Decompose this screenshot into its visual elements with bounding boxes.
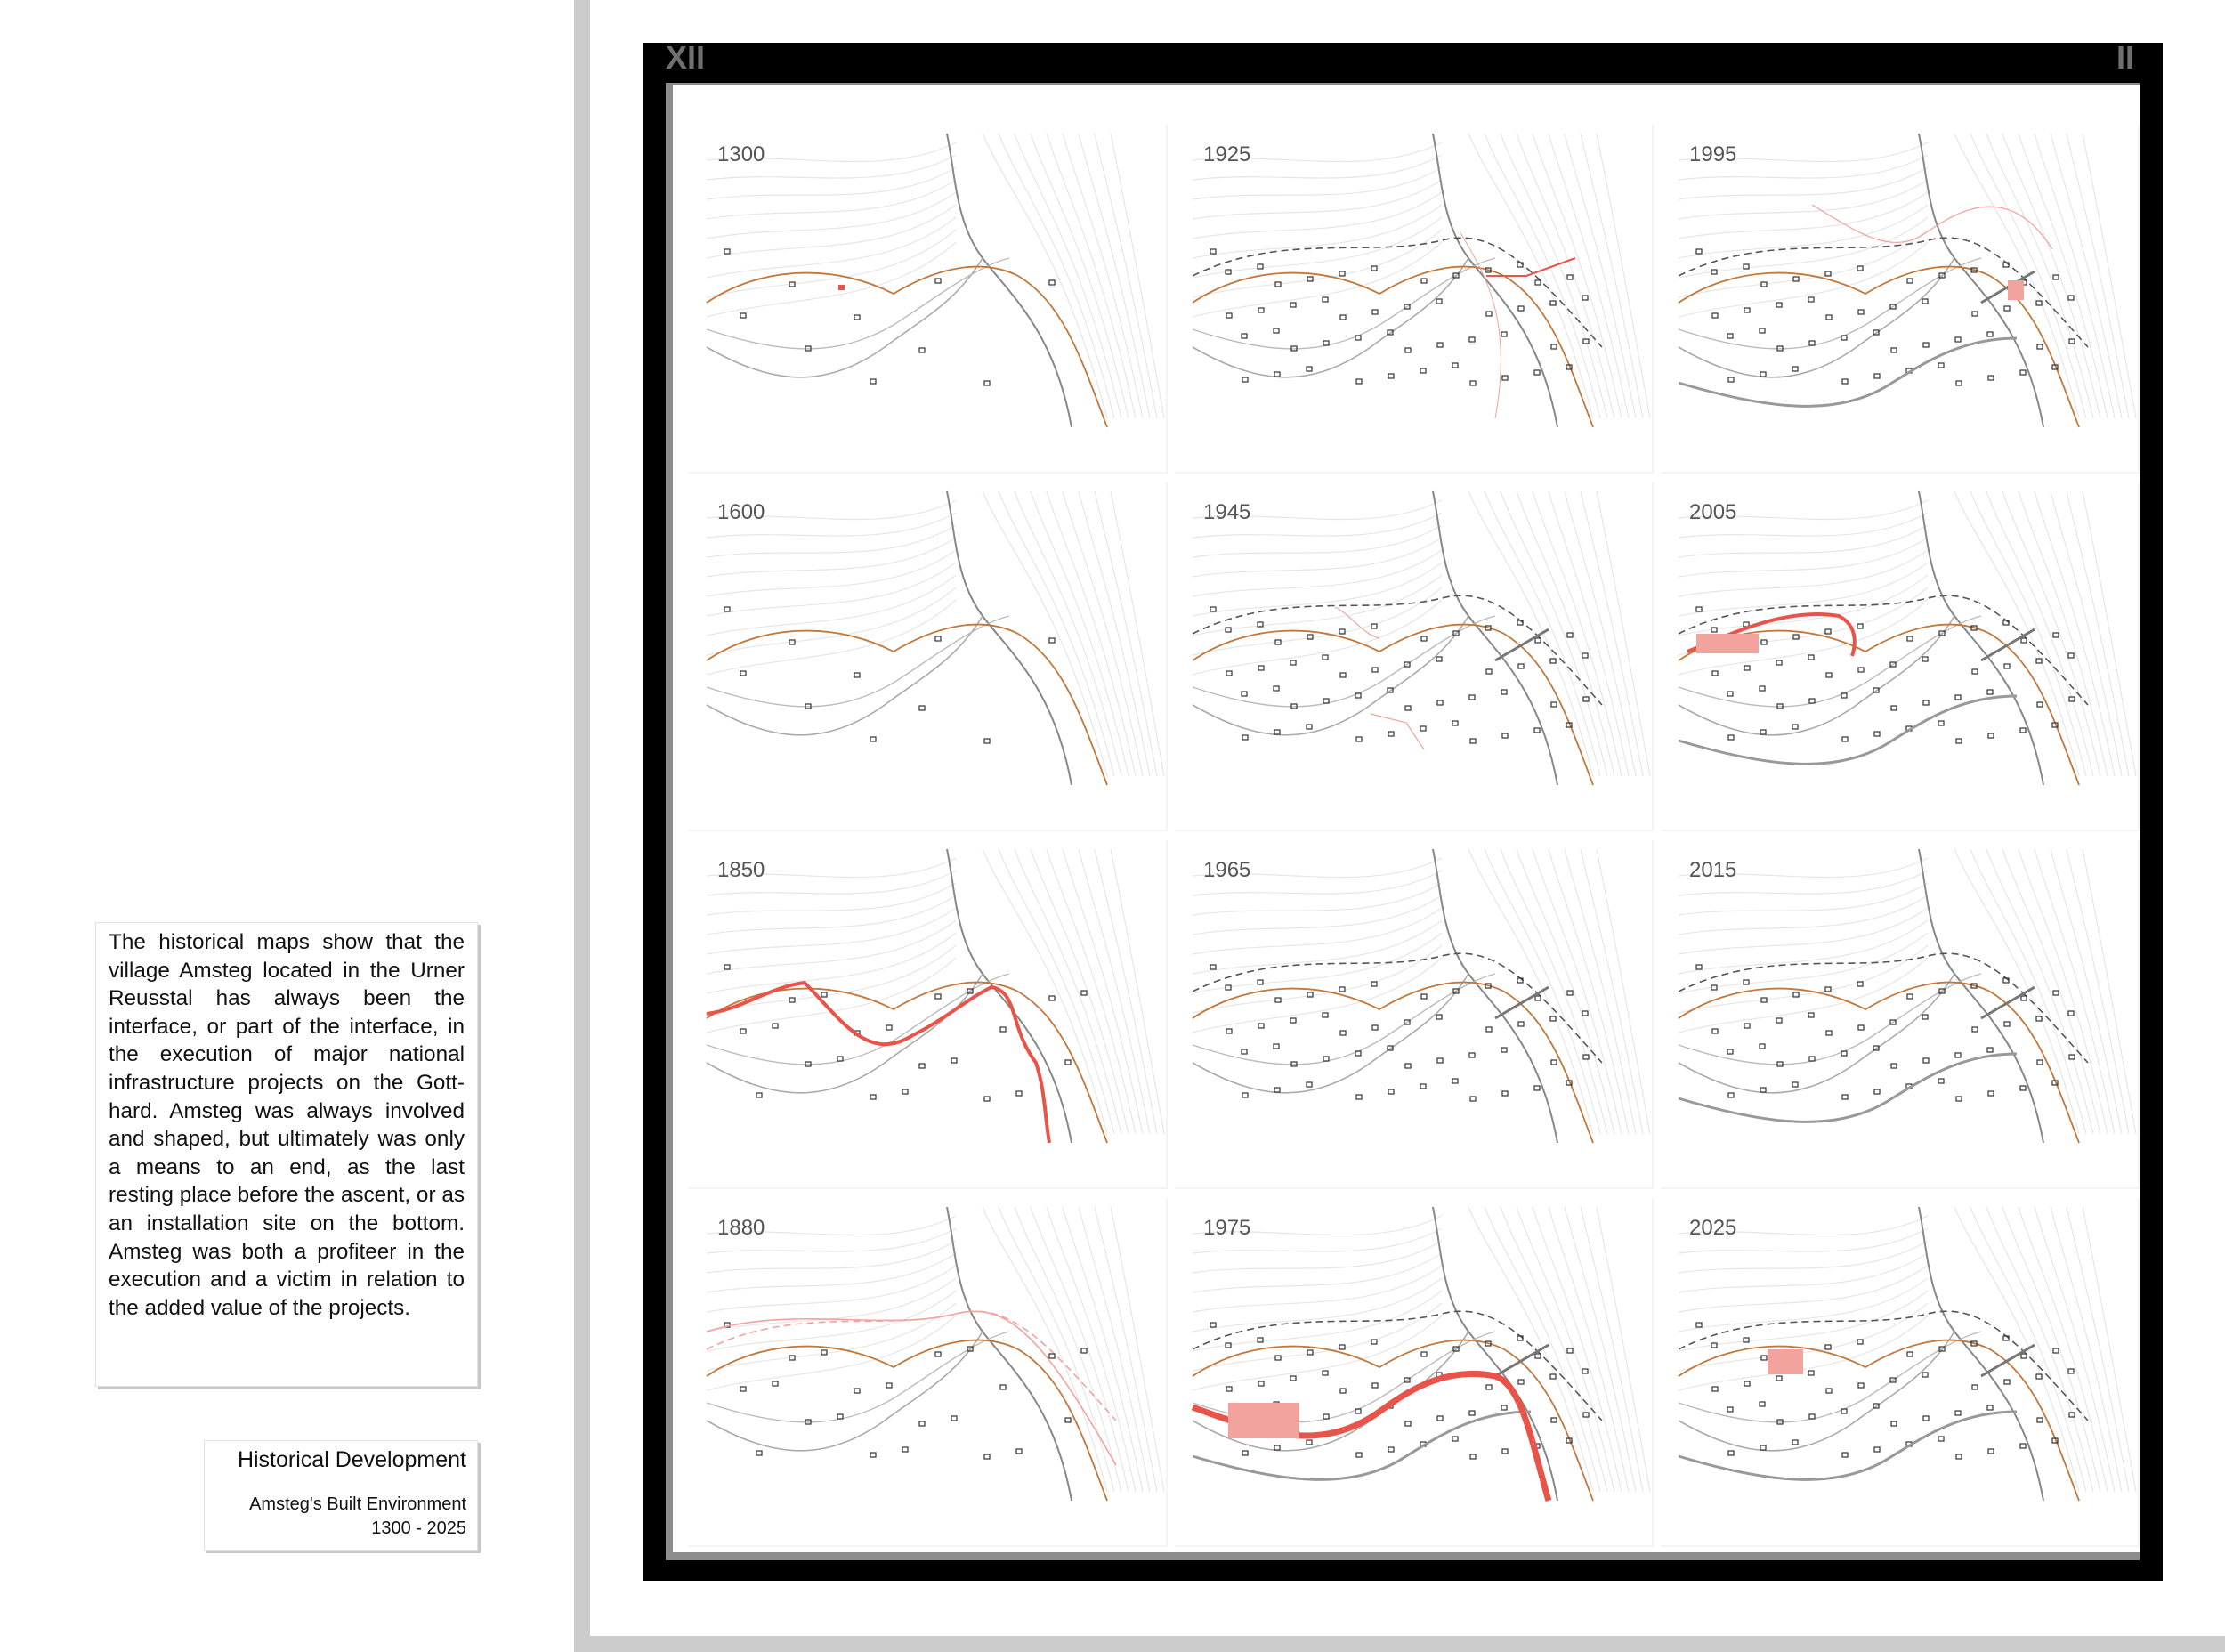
highlight-site bbox=[2008, 280, 2024, 300]
buildings bbox=[1696, 1323, 2075, 1459]
map-year-label: 1945 bbox=[1203, 500, 1251, 524]
map-2015 bbox=[1661, 840, 2140, 1189]
buildings bbox=[1210, 607, 1589, 743]
buildings bbox=[1210, 249, 1589, 385]
highway bbox=[1679, 338, 2017, 406]
map-1975 bbox=[1175, 1198, 1654, 1547]
map-drawing bbox=[1175, 1198, 1652, 1545]
map-drawing bbox=[1661, 125, 2138, 472]
highlight-site bbox=[1768, 1349, 1803, 1374]
map-2005 bbox=[1661, 482, 2140, 831]
railway-line bbox=[1193, 595, 1602, 705]
subtitle bbox=[249, 1493, 466, 1541]
map-year-label: 1300 bbox=[717, 142, 765, 166]
map-2025 bbox=[1661, 1198, 2140, 1547]
corner-mark-right: II bbox=[2116, 39, 2135, 76]
valley-road-2 bbox=[707, 1332, 1009, 1422]
highway bbox=[1679, 696, 2017, 764]
description-card bbox=[95, 922, 478, 1387]
historic-route bbox=[1679, 1340, 2079, 1501]
map-1995 bbox=[1661, 125, 2140, 474]
map-year-label: 2005 bbox=[1689, 500, 1737, 524]
map-drawing bbox=[689, 125, 1166, 472]
description-text: The historical maps show that the village Amsteg located in the Urner Reusstal has always been the interface, or part of the interface, in the execution of major national infrastructure projects on the Gotthard. Amsteg was always involved and shaped, but ultimately was only a means to an end, as the last resting place before the ascent, or as an installation site on the bottom. Amsteg was both a profiteer in the execution and a victim in relation to the added value of the projects. bbox=[109, 930, 465, 1320]
subtitle-line-2: 1300 - 2025 bbox=[371, 1518, 466, 1538]
map-drawing bbox=[1175, 840, 1652, 1187]
map-1600 bbox=[689, 482, 1168, 831]
highlight-gotthard-road bbox=[707, 983, 1049, 1143]
map-year-label: 1925 bbox=[1203, 142, 1251, 166]
railway-line bbox=[707, 1311, 1116, 1421]
map-year-label: 1600 bbox=[717, 500, 765, 524]
valley-road-2 bbox=[707, 974, 1009, 1065]
historic-route bbox=[1193, 625, 1593, 785]
historic-route bbox=[1679, 983, 2079, 1143]
buildings bbox=[724, 607, 1055, 743]
map-year-label: 2015 bbox=[1689, 858, 1737, 882]
highlight-lines bbox=[1371, 714, 1424, 749]
map-year-label: 1995 bbox=[1689, 142, 1737, 166]
railway-line bbox=[1679, 238, 2088, 347]
railway-line bbox=[1679, 953, 2088, 1063]
map-year-label: 2025 bbox=[1689, 1216, 1737, 1240]
buildings bbox=[1696, 249, 2075, 385]
highway bbox=[1679, 1412, 2017, 1479]
railway-line bbox=[1679, 1311, 2088, 1421]
title-text: Historical Development bbox=[237, 1447, 466, 1472]
historic-route bbox=[1193, 983, 1593, 1143]
map-1965 bbox=[1175, 840, 1654, 1189]
map-1925 bbox=[1175, 125, 1654, 474]
map-drawing bbox=[1661, 482, 2138, 830]
map-drawing bbox=[1661, 840, 2138, 1187]
map-drawing bbox=[1175, 125, 1652, 472]
valley-road-2 bbox=[707, 258, 1009, 349]
historic-route bbox=[707, 625, 1107, 785]
highlight-building bbox=[838, 285, 845, 290]
map-drawing bbox=[689, 840, 1166, 1187]
valley-road-2 bbox=[707, 616, 1009, 707]
map-drawing bbox=[1661, 1198, 2138, 1545]
historic-route bbox=[1193, 267, 1593, 427]
map-1300 bbox=[689, 125, 1168, 474]
highlight-penstock bbox=[1460, 231, 1501, 418]
map-1945 bbox=[1175, 482, 1654, 831]
map-1880 bbox=[689, 1198, 1168, 1547]
map-year-label: 1975 bbox=[1203, 1216, 1251, 1240]
map-1850 bbox=[689, 840, 1168, 1189]
buildings bbox=[1696, 965, 2075, 1101]
buildings bbox=[724, 249, 1055, 385]
map-year-label: 1965 bbox=[1203, 858, 1251, 882]
railway-line bbox=[1193, 953, 1602, 1063]
buildings bbox=[1210, 965, 1589, 1101]
historic-route bbox=[707, 1340, 1107, 1501]
map-year-label: 1850 bbox=[717, 858, 765, 882]
railway-line bbox=[1193, 238, 1602, 347]
corner-mark-left: XII bbox=[666, 39, 706, 76]
map-board-paper bbox=[673, 85, 2140, 1552]
highway bbox=[1679, 1054, 2017, 1122]
map-drawing bbox=[689, 1198, 1166, 1545]
subtitle-line-1: Amsteg's Built Environment bbox=[249, 1494, 466, 1514]
highlight-site bbox=[1696, 634, 1759, 653]
highlight-site bbox=[1228, 1403, 1299, 1438]
map-year-label: 1880 bbox=[717, 1216, 765, 1240]
title-card bbox=[204, 1440, 478, 1551]
map-drawing bbox=[689, 482, 1166, 830]
historic-route bbox=[707, 267, 1107, 427]
map-drawing bbox=[1175, 482, 1652, 830]
